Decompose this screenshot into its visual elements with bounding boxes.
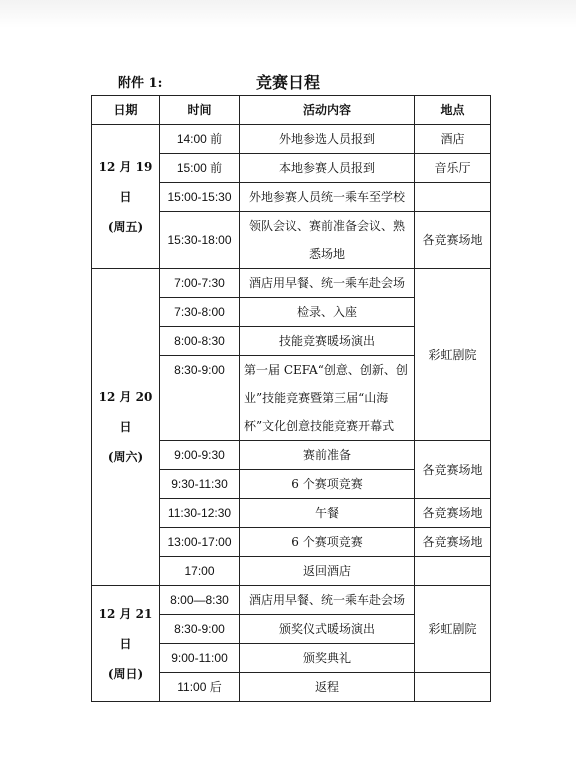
- header-activity: 活动内容: [240, 96, 415, 125]
- time-cell: 11:00 后: [160, 673, 240, 702]
- date-label: 12 月 21 日: [98, 606, 153, 651]
- time-cell: 8:00—8:30: [160, 586, 240, 615]
- time-cell: 7:30-8:00: [160, 298, 240, 327]
- time-cell: 8:30-9:00: [160, 356, 240, 441]
- activity-cell: 酒店用早餐、统一乘车赴会场: [240, 269, 415, 298]
- activity-cell: 午餐: [240, 499, 415, 528]
- venue-cell: 彩虹剧院: [415, 269, 491, 441]
- time-cell: 9:00-11:00: [160, 644, 240, 673]
- time-cell: 9:00-9:30: [160, 441, 240, 470]
- activity-cell: 返程: [240, 673, 415, 702]
- venue-cell: 各竞赛场地: [415, 441, 491, 499]
- time-cell: 8:30-9:00: [160, 615, 240, 644]
- activity-cell: 酒店用早餐、统一乘车赴会场: [240, 586, 415, 615]
- date-cell-day3: [92, 586, 160, 702]
- schedule-table: [91, 95, 491, 702]
- activity-cell: 返回酒店: [240, 557, 415, 586]
- activity-cell: 6 个赛项竞赛: [240, 528, 415, 557]
- activity-cell: 赛前准备: [240, 441, 415, 470]
- time-cell: 14:00 前: [160, 125, 240, 154]
- time-cell: 9:30-11:30: [160, 470, 240, 499]
- table-row: [92, 586, 491, 615]
- page-title: 竞赛日程: [255, 73, 320, 92]
- venue-cell: 各竞赛场地: [415, 499, 491, 528]
- activity-cell: 技能竞赛暖场演出: [240, 327, 415, 356]
- date-cell-day2: [92, 269, 160, 586]
- header-venue: 地点: [415, 96, 491, 125]
- weekday-label: (周五): [107, 219, 144, 234]
- venue-cell: [415, 183, 491, 212]
- activity-cell: 外地参选人员报到: [240, 125, 415, 154]
- time-cell: 15:30-18:00: [160, 212, 240, 269]
- venue-cell: [415, 673, 491, 702]
- time-cell: 11:30-12:30: [160, 499, 240, 528]
- activity-cell: 本地参赛人员报到: [240, 154, 415, 183]
- venue-cell: 酒店: [415, 125, 491, 154]
- venue-cell: 各竞赛场地: [415, 528, 491, 557]
- activity-cell: 领队会议、赛前准备会议、熟悉场地: [240, 212, 415, 269]
- table-header-row: [92, 96, 491, 125]
- attachment-label: 附件 1:: [118, 76, 163, 91]
- table-row: [92, 269, 491, 298]
- header-time: 时间: [160, 96, 240, 125]
- time-cell: 15:00-15:30: [160, 183, 240, 212]
- time-cell: 13:00-17:00: [160, 528, 240, 557]
- time-cell: 15:00 前: [160, 154, 240, 183]
- time-cell: 17:00: [160, 557, 240, 586]
- activity-cell: 颁奖典礼: [240, 644, 415, 673]
- activity-cell: 外地参赛人员统一乘车至学校: [240, 183, 415, 212]
- date-label: 12 月 19 日: [98, 159, 153, 204]
- weekday-label: (周日): [107, 666, 144, 681]
- activity-cell: 6 个赛项竞赛: [240, 470, 415, 499]
- activity-cell: 颁奖仪式暖场演出: [240, 615, 415, 644]
- venue-cell: [415, 557, 491, 586]
- time-cell: 7:00-7:30: [160, 269, 240, 298]
- venue-cell: 彩虹剧院: [415, 586, 491, 673]
- header-date: 日期: [92, 96, 160, 125]
- activity-cell: 第一届 CEFA“创意、创新、创业”技能竞赛暨第三届“山海杯”文化创意技能竞赛开幕式: [240, 356, 415, 441]
- activity-cell: 检录、入座: [240, 298, 415, 327]
- date-label: 12 月 20 日: [98, 390, 153, 434]
- venue-cell: 音乐厅: [415, 154, 491, 183]
- weekday-label: (周六): [107, 450, 144, 464]
- time-cell: 8:00-8:30: [160, 327, 240, 356]
- venue-cell: 各竞赛场地: [415, 212, 491, 269]
- table-row: [92, 125, 491, 154]
- date-cell-day1: [92, 125, 160, 269]
